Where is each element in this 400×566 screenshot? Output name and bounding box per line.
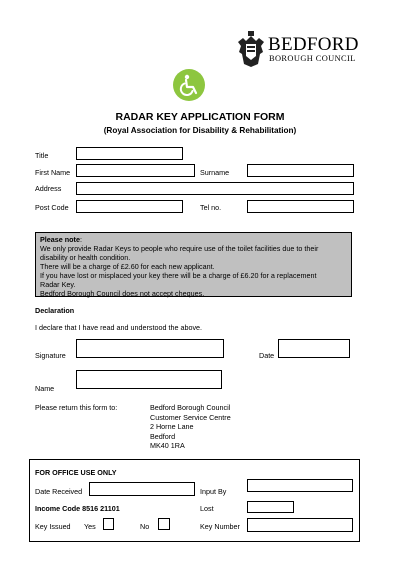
return-address-line: Bedford Borough Council [150,403,231,412]
first-name-field[interactable] [76,164,195,177]
note-line: Bedford Borough Council does not accept cheques. [40,289,205,298]
title-field[interactable] [76,147,183,160]
return-address-line: MK40 1RA [150,441,185,450]
return-address-line: Customer Service Centre [150,413,231,422]
please-note-box [35,232,352,297]
logo-name: BEDFORD [268,34,359,55]
surname-field[interactable] [247,164,354,177]
key-number-field[interactable] [247,518,353,532]
income-code: Income Code 8516 21101 [35,504,120,513]
declaration-text: I declare that I have read and understood the above. [35,323,203,332]
logo-subtitle: BOROUGH COUNCIL [269,54,356,63]
note-line: There will be a charge of £2.60 for each new applicant. [40,262,215,271]
address-label: Address [35,184,62,193]
bedford-crest-icon [236,30,266,68]
address-field[interactable] [76,182,354,195]
title-label: Title [35,151,49,160]
first-name-label: First Name [35,168,71,177]
lost-label: Lost [200,504,214,513]
date-field[interactable] [278,339,350,358]
date-received-label: Date Received [35,487,83,496]
tel-no-field[interactable] [247,200,354,213]
note-line: Radar Key. [40,280,76,289]
post-code-label: Post Code [35,203,69,212]
form-title: RADAR KEY APPLICATION FORM [115,111,285,123]
signature-field[interactable] [76,339,224,358]
no-checkbox[interactable] [158,518,170,530]
yes-checkbox[interactable] [103,518,114,530]
return-label: Please return this form to: [35,403,118,412]
signature-label: Signature [35,351,66,360]
note-line: disability or health condition. [40,253,131,262]
tel-no-label: Tel no. [200,203,222,212]
name-field[interactable] [76,370,222,389]
note-line: We only provide Radar Keys to people who require use of the toilet facilities due to their [40,244,319,253]
wheelchair-icon [173,69,205,101]
form-subtitle: (Royal Association for Disability & Rehabilitation) [103,126,297,135]
note-heading-colon: : [79,235,82,244]
surname-label: Surname [200,168,230,177]
key-issued-label: Key Issued [35,522,71,531]
declaration-heading: Declaration [35,306,75,315]
lost-field[interactable] [247,501,294,513]
date-label: Date [259,351,275,360]
input-by-field[interactable] [247,479,353,492]
yes-label: Yes [84,522,96,531]
note-line: If you have lost or misplaced your key there will be a charge of £6.20 for a replacement [40,271,317,280]
note-heading: Please note [40,235,80,244]
key-number-label: Key Number [200,522,240,531]
name-label: Name [35,384,55,393]
date-received-field[interactable] [89,482,195,496]
post-code-field[interactable] [76,200,183,213]
return-address-line: Bedford [150,432,176,441]
office-heading: FOR OFFICE USE ONLY [35,468,117,477]
input-by-label: Input By [200,487,227,496]
no-label: No [140,522,150,531]
return-address-line: 2 Horne Lane [150,422,194,431]
